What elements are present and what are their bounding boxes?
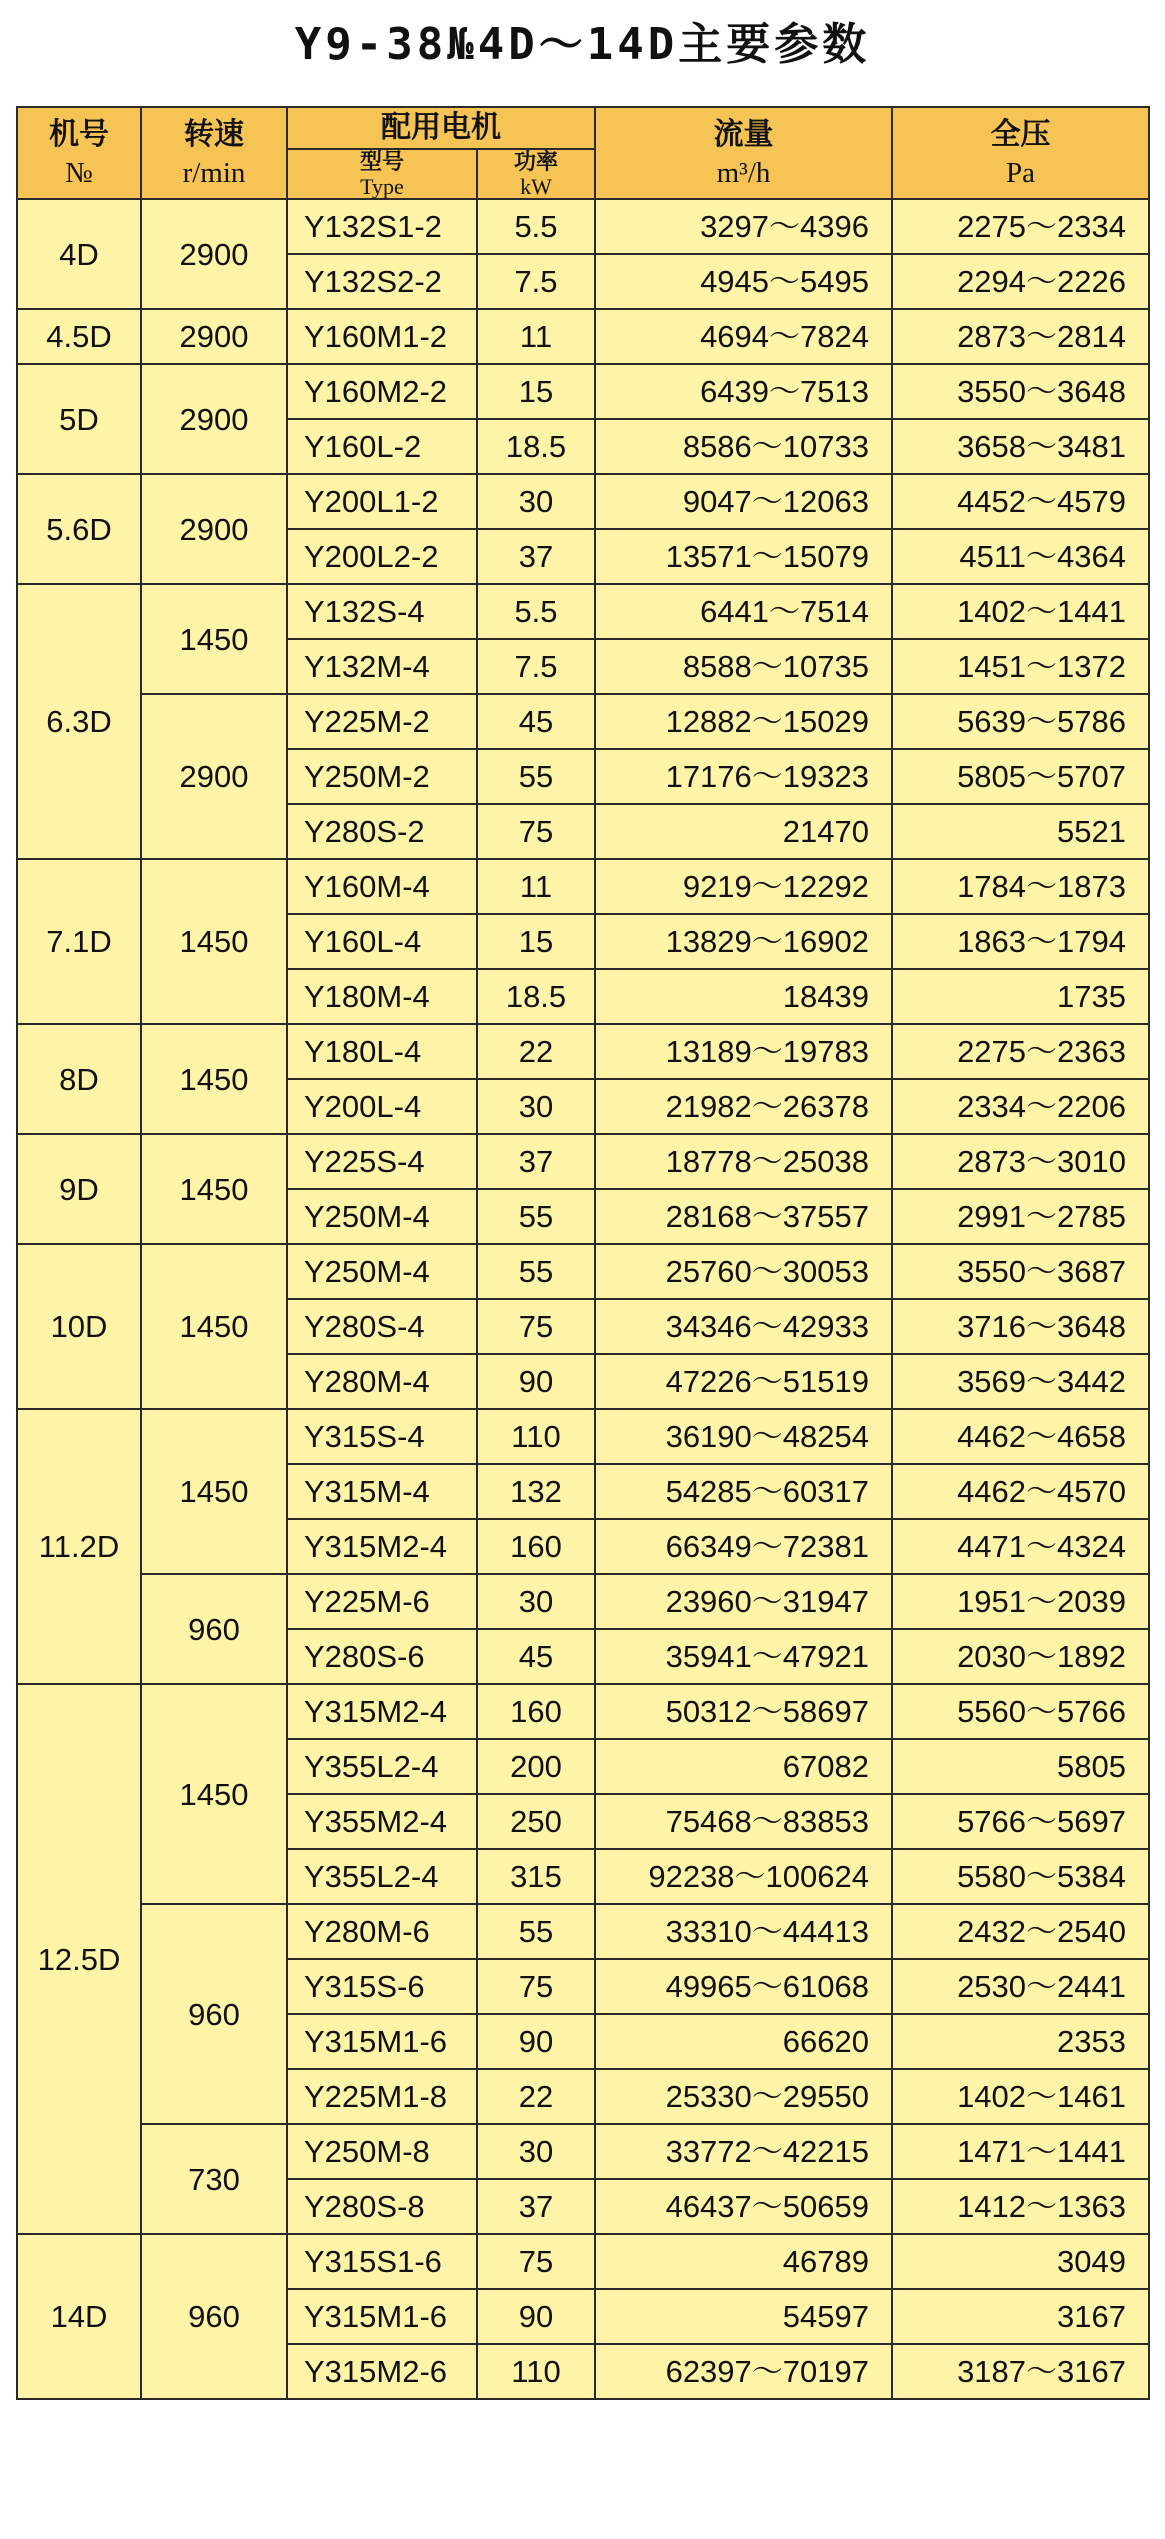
speed-cell: 1450 <box>141 859 287 1024</box>
pressure-cell: 1951～2039 <box>892 1574 1149 1629</box>
flow-cell: 62397～70197 <box>595 2344 892 2399</box>
pressure-cell: 3716～3648 <box>892 1299 1149 1354</box>
header-pressure-unit: Pa <box>1006 157 1035 189</box>
flow-cell: 8586～10733 <box>595 419 892 474</box>
motor-type-cell: Y315S1-6 <box>287 2234 477 2289</box>
speed-cell: 1450 <box>141 1134 287 1244</box>
fan-number-cell: 9D <box>17 1134 141 1244</box>
flow-cell: 21470 <box>595 804 892 859</box>
header-speed <box>141 107 287 199</box>
motor-power-cell: 200 <box>477 1739 595 1794</box>
header-flow <box>595 107 892 199</box>
flow-cell: 13189～19783 <box>595 1024 892 1079</box>
flow-cell: 4694～7824 <box>595 309 892 364</box>
fan-number-cell: 6.3D <box>17 584 141 859</box>
header-speed-label: 转速 <box>184 117 244 152</box>
header-pressure-label: 全压 <box>990 117 1051 152</box>
motor-type-cell: Y225S-4 <box>287 1134 477 1189</box>
flow-cell: 54597 <box>595 2289 892 2344</box>
table-row <box>17 309 1149 364</box>
motor-type-cell: Y315M2-4 <box>287 1684 477 1739</box>
table-row <box>17 199 1149 254</box>
flow-cell: 9047～12063 <box>595 474 892 529</box>
flow-cell: 66349～72381 <box>595 1519 892 1574</box>
motor-type-cell: Y250M-8 <box>287 2124 477 2179</box>
pressure-cell: 4462～4570 <box>892 1464 1149 1519</box>
table-row <box>17 1134 1149 1189</box>
table-row <box>17 694 1149 749</box>
motor-power-cell: 37 <box>477 529 595 584</box>
motor-power-cell: 5.5 <box>477 584 595 639</box>
flow-cell: 23960～31947 <box>595 1574 892 1629</box>
pressure-cell: 1863～1794 <box>892 914 1149 969</box>
speed-cell: 1450 <box>141 1024 287 1134</box>
flow-cell: 66620 <box>595 2014 892 2069</box>
flow-cell: 67082 <box>595 1739 892 1794</box>
fan-number-cell: 11.2D <box>17 1409 141 1684</box>
table-row <box>17 1024 1149 1079</box>
motor-type-cell: Y280S-4 <box>287 1299 477 1354</box>
motor-power-cell: 160 <box>477 1684 595 1739</box>
motor-type-cell: Y132S1-2 <box>287 199 477 254</box>
motor-power-cell: 75 <box>477 804 595 859</box>
motor-power-cell: 75 <box>477 1299 595 1354</box>
motor-type-cell: Y132M-4 <box>287 639 477 694</box>
motor-power-cell: 11 <box>477 309 595 364</box>
pressure-cell: 1451～1372 <box>892 639 1149 694</box>
parameters-table <box>16 106 1150 2400</box>
motor-type-cell: Y315S-4 <box>287 1409 477 1464</box>
table-row <box>17 1244 1149 1299</box>
flow-cell: 4945～5495 <box>595 254 892 309</box>
pressure-cell: 1784～1873 <box>892 859 1149 914</box>
speed-cell: 730 <box>141 2124 287 2234</box>
motor-type-cell: Y180M-4 <box>287 969 477 1024</box>
flow-cell: 3297～4396 <box>595 199 892 254</box>
motor-type-cell: Y250M-2 <box>287 749 477 804</box>
pressure-cell: 2030～1892 <box>892 1629 1149 1684</box>
speed-cell: 2900 <box>141 309 287 364</box>
header-type <box>287 149 477 199</box>
speed-cell: 1450 <box>141 584 287 694</box>
pressure-cell: 3550～3648 <box>892 364 1149 419</box>
motor-power-cell: 15 <box>477 364 595 419</box>
motor-power-cell: 90 <box>477 2014 595 2069</box>
pressure-cell: 5521 <box>892 804 1149 859</box>
flow-cell: 92238～100624 <box>595 1849 892 1904</box>
speed-cell: 1450 <box>141 1684 287 1904</box>
motor-power-cell: 30 <box>477 1574 595 1629</box>
motor-power-cell: 30 <box>477 1079 595 1134</box>
table-row <box>17 1684 1149 1739</box>
table-body <box>17 199 1149 2399</box>
fan-number-cell: 14D <box>17 2234 141 2399</box>
header-power-label: 功率 <box>513 150 558 175</box>
speed-cell: 960 <box>141 1574 287 1684</box>
flow-cell: 9219～12292 <box>595 859 892 914</box>
motor-power-cell: 315 <box>477 1849 595 1904</box>
motor-power-cell: 30 <box>477 2124 595 2179</box>
flow-cell: 33772～42215 <box>595 2124 892 2179</box>
header-type-sub: Type <box>360 174 404 199</box>
header-power <box>477 149 595 199</box>
header-type-label: 型号 <box>359 150 404 175</box>
motor-power-cell: 5.5 <box>477 199 595 254</box>
pressure-cell: 5639～5786 <box>892 694 1149 749</box>
pressure-cell: 4462～4658 <box>892 1409 1149 1464</box>
table-row <box>17 859 1149 914</box>
motor-power-cell: 18.5 <box>477 419 595 474</box>
pressure-cell: 2334～2206 <box>892 1079 1149 1134</box>
pressure-cell: 3658～3481 <box>892 419 1149 474</box>
table-header <box>17 107 1149 199</box>
flow-cell: 34346～42933 <box>595 1299 892 1354</box>
table-row <box>17 2124 1149 2179</box>
pressure-cell: 3187～3167 <box>892 2344 1149 2399</box>
motor-type-cell: Y280M-6 <box>287 1904 477 1959</box>
fan-number-cell: 7.1D <box>17 859 141 1024</box>
header-power-unit: kW <box>520 174 552 199</box>
flow-cell: 46437～50659 <box>595 2179 892 2234</box>
speed-cell: 2900 <box>141 694 287 859</box>
motor-type-cell: Y160M-4 <box>287 859 477 914</box>
motor-power-cell: 22 <box>477 1024 595 1079</box>
motor-power-cell: 55 <box>477 749 595 804</box>
motor-power-cell: 11 <box>477 859 595 914</box>
pressure-cell: 1402～1441 <box>892 584 1149 639</box>
motor-type-cell: Y160L-4 <box>287 914 477 969</box>
motor-power-cell: 160 <box>477 1519 595 1574</box>
pressure-cell: 2530～2441 <box>892 1959 1149 2014</box>
pressure-cell: 2873～3010 <box>892 1134 1149 1189</box>
flow-cell: 13571～15079 <box>595 529 892 584</box>
flow-cell: 18778～25038 <box>595 1134 892 1189</box>
pressure-cell: 2275～2363 <box>892 1024 1149 1079</box>
motor-power-cell: 30 <box>477 474 595 529</box>
flow-cell: 36190～48254 <box>595 1409 892 1464</box>
flow-cell: 17176～19323 <box>595 749 892 804</box>
speed-cell: 2900 <box>141 199 287 309</box>
motor-type-cell: Y280S-2 <box>287 804 477 859</box>
motor-type-cell: Y225M1-8 <box>287 2069 477 2124</box>
motor-type-cell: Y280S-8 <box>287 2179 477 2234</box>
motor-type-cell: Y315M2-4 <box>287 1519 477 1574</box>
pressure-cell: 2353 <box>892 2014 1149 2069</box>
motor-power-cell: 37 <box>477 1134 595 1189</box>
motor-power-cell: 75 <box>477 1959 595 2014</box>
header-no-sub: № <box>65 157 93 189</box>
fan-number-cell: 5.6D <box>17 474 141 584</box>
pressure-cell: 1735 <box>892 969 1149 1024</box>
motor-type-cell: Y355L2-4 <box>287 1849 477 1904</box>
pressure-cell: 1471～1441 <box>892 2124 1149 2179</box>
motor-power-cell: 18.5 <box>477 969 595 1024</box>
flow-cell: 46789 <box>595 2234 892 2289</box>
header-speed-unit: r/min <box>182 157 246 189</box>
table-row <box>17 474 1149 529</box>
motor-type-cell: Y315M1-6 <box>287 2014 477 2069</box>
table-row <box>17 364 1149 419</box>
flow-cell: 13829～16902 <box>595 914 892 969</box>
motor-type-cell: Y315M2-6 <box>287 2344 477 2399</box>
table-row <box>17 584 1149 639</box>
fan-number-cell: 12.5D <box>17 1684 141 2234</box>
pressure-cell: 4511～4364 <box>892 529 1149 584</box>
header-motor <box>287 107 595 149</box>
motor-type-cell: Y280M-4 <box>287 1354 477 1409</box>
motor-power-cell: 132 <box>477 1464 595 1519</box>
motor-power-cell: 45 <box>477 694 595 749</box>
flow-cell: 50312～58697 <box>595 1684 892 1739</box>
table-row <box>17 1409 1149 1464</box>
speed-cell: 2900 <box>141 364 287 474</box>
motor-type-cell: Y250M-4 <box>287 1189 477 1244</box>
flow-cell: 25760～30053 <box>595 1244 892 1299</box>
motor-type-cell: Y200L1-2 <box>287 474 477 529</box>
pressure-cell: 3167 <box>892 2289 1149 2344</box>
motor-type-cell: Y250M-4 <box>287 1244 477 1299</box>
header-flow-label: 流量 <box>713 117 774 152</box>
motor-type-cell: Y160L-2 <box>287 419 477 474</box>
flow-cell: 33310～44413 <box>595 1904 892 1959</box>
speed-cell: 2900 <box>141 474 287 584</box>
motor-power-cell: 7.5 <box>477 639 595 694</box>
speed-cell: 1450 <box>141 1244 287 1409</box>
pressure-cell: 4471～4324 <box>892 1519 1149 1574</box>
motor-power-cell: 55 <box>477 1244 595 1299</box>
pressure-cell: 5580～5384 <box>892 1849 1149 1904</box>
pressure-cell: 3569～3442 <box>892 1354 1149 1409</box>
motor-type-cell: Y200L-4 <box>287 1079 477 1134</box>
header-motor-label: 配用电机 <box>381 110 501 145</box>
motor-type-cell: Y315M-4 <box>287 1464 477 1519</box>
flow-cell: 8588～10735 <box>595 639 892 694</box>
pressure-cell: 2275～2334 <box>892 199 1149 254</box>
motor-power-cell: 45 <box>477 1629 595 1684</box>
flow-cell: 35941～47921 <box>595 1629 892 1684</box>
flow-cell: 12882～15029 <box>595 694 892 749</box>
pressure-cell: 1412～1363 <box>892 2179 1149 2234</box>
pressure-cell: 5560～5766 <box>892 1684 1149 1739</box>
flow-cell: 6439～7513 <box>595 364 892 419</box>
pressure-cell: 4452～4579 <box>892 474 1149 529</box>
pressure-cell: 3550～3687 <box>892 1244 1149 1299</box>
motor-power-cell: 22 <box>477 2069 595 2124</box>
pressure-cell: 5805～5707 <box>892 749 1149 804</box>
fan-number-cell: 8D <box>17 1024 141 1134</box>
motor-type-cell: Y355L2-4 <box>287 1739 477 1794</box>
motor-type-cell: Y225M-2 <box>287 694 477 749</box>
header-no <box>17 107 141 199</box>
motor-type-cell: Y180L-4 <box>287 1024 477 1079</box>
header-no-label: 机号 <box>49 117 109 152</box>
motor-power-cell: 37 <box>477 2179 595 2234</box>
motor-type-cell: Y160M1-2 <box>287 309 477 364</box>
flow-cell: 25330～29550 <box>595 2069 892 2124</box>
pressure-cell: 2294～2226 <box>892 254 1149 309</box>
fan-number-cell: 10D <box>17 1244 141 1409</box>
fan-number-cell: 4D <box>17 199 141 309</box>
motor-power-cell: 55 <box>477 1904 595 1959</box>
motor-power-cell: 7.5 <box>477 254 595 309</box>
speed-cell: 960 <box>141 1904 287 2124</box>
table-row <box>17 1574 1149 1629</box>
flow-cell: 21982～26378 <box>595 1079 892 1134</box>
table-row <box>17 1904 1149 1959</box>
motor-type-cell: Y315S-6 <box>287 1959 477 2014</box>
motor-type-cell: Y280S-6 <box>287 1629 477 1684</box>
motor-type-cell: Y132S-4 <box>287 584 477 639</box>
flow-cell: 18439 <box>595 969 892 1024</box>
flow-cell: 49965～61068 <box>595 1959 892 2014</box>
flow-cell: 47226～51519 <box>595 1354 892 1409</box>
speed-cell: 1450 <box>141 1409 287 1574</box>
flow-cell: 54285～60317 <box>595 1464 892 1519</box>
motor-power-cell: 110 <box>477 1409 595 1464</box>
motor-type-cell: Y160M2-2 <box>287 364 477 419</box>
motor-power-cell: 110 <box>477 2344 595 2399</box>
motor-type-cell: Y200L2-2 <box>287 529 477 584</box>
pressure-cell: 3049 <box>892 2234 1149 2289</box>
speed-cell: 960 <box>141 2234 287 2399</box>
pressure-cell: 5766～5697 <box>892 1794 1149 1849</box>
flow-cell: 28168～37557 <box>595 1189 892 1244</box>
page-title: Y9-38№4D～14D主要参数 <box>294 19 871 70</box>
flow-cell: 75468～83853 <box>595 1794 892 1849</box>
pressure-cell: 2432～2540 <box>892 1904 1149 1959</box>
motor-power-cell: 90 <box>477 1354 595 1409</box>
motor-power-cell: 15 <box>477 914 595 969</box>
fan-number-cell: 5D <box>17 364 141 474</box>
pressure-cell: 1402～1461 <box>892 2069 1149 2124</box>
header-flow-unit: m³/h <box>716 157 771 189</box>
motor-power-cell: 55 <box>477 1189 595 1244</box>
motor-type-cell: Y355M2-4 <box>287 1794 477 1849</box>
fan-number-cell: 4.5D <box>17 309 141 364</box>
pressure-cell: 2873～2814 <box>892 309 1149 364</box>
motor-power-cell: 75 <box>477 2234 595 2289</box>
pressure-cell: 2991～2785 <box>892 1189 1149 1244</box>
motor-power-cell: 250 <box>477 1794 595 1849</box>
flow-cell: 6441～7514 <box>595 584 892 639</box>
motor-type-cell: Y225M-6 <box>287 1574 477 1629</box>
motor-type-cell: Y315M1-6 <box>287 2289 477 2344</box>
motor-type-cell: Y132S2-2 <box>287 254 477 309</box>
header-pressure <box>892 107 1149 199</box>
table-row <box>17 2234 1149 2289</box>
motor-power-cell: 90 <box>477 2289 595 2344</box>
pressure-cell: 5805 <box>892 1739 1149 1794</box>
